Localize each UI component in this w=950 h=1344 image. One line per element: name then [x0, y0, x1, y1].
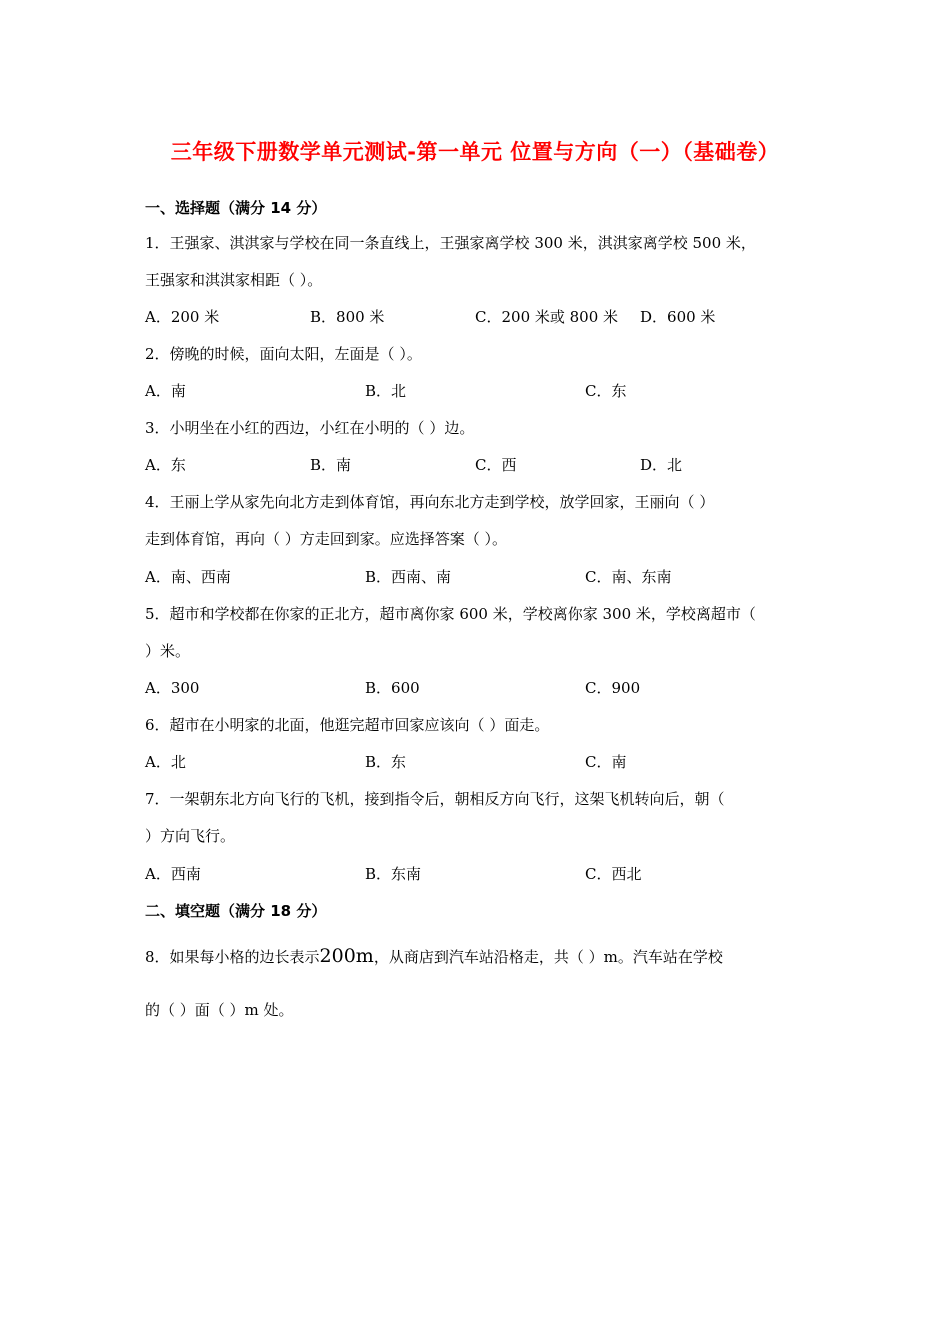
section-heading-fill: 二、填空题（满分 18 分）	[145, 902, 327, 920]
question-1-options	[145, 306, 815, 328]
option-c: C．900	[585, 679, 641, 697]
question-8-line-1	[145, 945, 815, 967]
option-b: B．西南、南	[365, 568, 452, 586]
question-3-options	[145, 454, 815, 476]
question-8-scale-value: 200m	[319, 945, 374, 967]
option-a: A．东	[145, 456, 186, 474]
question-4-options	[145, 566, 815, 588]
question-4-line-1: 4．王丽上学从家先向北方走到体育馆，再向东北方走到学校，放学回家，王丽向（ ）	[145, 493, 715, 511]
option-a: A．200 米	[145, 308, 220, 326]
option-d: D．北	[640, 456, 683, 474]
option-d: D．600 米	[640, 308, 716, 326]
option-c: C．200 米或 800 米	[475, 308, 619, 326]
question-2-options	[145, 380, 815, 402]
question-7-options	[145, 863, 815, 885]
question-8-line-2: 的（ ）面（ ）m 处。	[145, 1001, 294, 1019]
option-b: B．东南	[365, 865, 422, 883]
question-7-line-1: 7．一架朝东北方向飞行的飞机，接到指令后，朝相反方向飞行，这架飞机转向后，朝（	[145, 790, 725, 808]
option-a: A．西南	[145, 865, 201, 883]
section-heading-choice: 一、选择题（满分 14 分）	[145, 199, 327, 217]
option-c: C．南	[585, 753, 627, 771]
option-b: B．南	[310, 456, 352, 474]
option-b: B．东	[365, 753, 407, 771]
question-1-line-2: 王强家和淇淇家相距（ ）。	[145, 271, 323, 289]
option-b: B．800 米	[310, 308, 385, 326]
question-4-line-2: 走到体育馆，再向（ ）方走回到家。应选择答案（ ）。	[145, 530, 508, 548]
question-6-line-1: 6．超市在小明家的北面，他逛完超市回家应该向（ ）面走。	[145, 716, 550, 734]
option-a: A．南、西南	[145, 568, 231, 586]
option-c: C．西北	[585, 865, 642, 883]
option-a: A．北	[145, 753, 186, 771]
option-a: A．南	[145, 382, 186, 400]
option-b: B．600	[365, 679, 420, 697]
question-3-line-1: 3．小明坐在小红的西边，小红在小明的（ ）边。	[145, 419, 475, 437]
question-1-line-1: 1．王强家、淇淇家与学校在同一条直线上，王强家离学校 300 米，淇淇家离学校 500 米，	[145, 234, 756, 252]
question-5-options	[145, 677, 815, 699]
page-title: 三年级下册数学单元测试-第一单元 位置与方向（一）（基础卷）	[170, 140, 780, 164]
question-5-line-1: 5．超市和学校都在你家的正北方，超市离你家 600 米，学校离你家 300 米，学校离超市（	[145, 605, 756, 623]
question-7-line-2: ）方向飞行。	[145, 827, 236, 845]
question-2-line-1: 2．傍晚的时候，面向太阳，左面是（ ）。	[145, 345, 422, 363]
option-b: B．北	[365, 382, 407, 400]
question-6-options	[145, 751, 815, 773]
option-c: C．南、东南	[585, 568, 672, 586]
question-5-line-2: ）米。	[145, 642, 191, 660]
option-c: C．东	[585, 382, 627, 400]
option-a: A．300	[145, 679, 200, 697]
question-8-text-a: 8．如果每小格的边长表示	[145, 948, 320, 966]
option-c: C．西	[475, 456, 517, 474]
question-8-text-b: ，从商店到汽车站沿格走，共（ ）m。汽车站在学校	[373, 948, 723, 966]
